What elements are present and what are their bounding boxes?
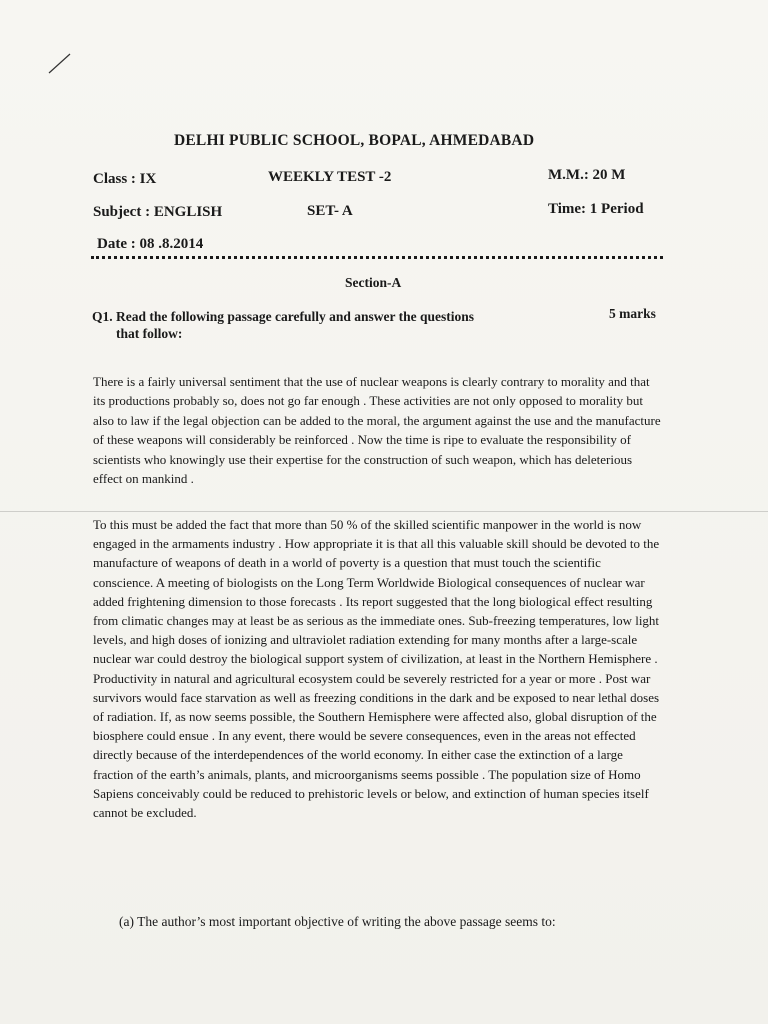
- test-name: WEEKLY TEST -2: [268, 169, 392, 185]
- class-label: Class : IX: [93, 171, 157, 187]
- scan-fold-line: [0, 511, 768, 512]
- question-1-prompt: [93, 308, 538, 342]
- subject-label: Subject : ENGLISH: [93, 204, 223, 220]
- passage-paragraph-2: To this must be added the fact that more than 50 % of the skilled scientific manpower in the world is now engaged in the armaments industry . How appropriate it is that all this valuable skill should be devoted to the manufacture of weapons of death in a world of poverty is a question that must touch the scientific conscience. A meeting of biologists on the Long Term Worldwide Biological consequences of nuclear war added frightening dimension to those forecasts . Its report suggested that the long biological effect resulting from climatic changes may at least be as serious as the immediate ones. Sub-freezing temperatures, low light levels, and high doses of ionizing and ultraviolet radiation extending for many months after a large-scale nuclear war could destroy the biological support system of civilization, at least in the Northern Hemisphere . Productivity in natural and agricultural ecosystem could be severely restricted for a year or more . Post war survivors would face starvation as well as freezing conditions in the dark and be exposed to near lethal doses of radiation. If, as now seems possible, the Southern Hemisphere were affected also, global disruption of the biosphere could ensue . In any event, there would be severe consequences, even in the areas not effected directly because of the interdependences of the world economy. In either case the extinction of a large fraction of the earth’s animals, plants, and microorganisms seems possible . The population size of Homo Sapiens conceivably could be reduced to prehistoric levels or below, and extinction of human species itself cannot be excluded.: [93, 517, 660, 821]
- question-1-prompt-line2: that follow:: [116, 326, 183, 341]
- section-title: Section-A: [345, 275, 402, 290]
- school-name: DELHI PUBLIC SCHOOL, BOPAL, AHMEDABAD: [174, 132, 535, 149]
- time-label: Time: 1 Period: [548, 201, 644, 217]
- passage-paragraph-1: There is a fairly universal sentiment that the use of nuclear weapons is clearly contrary to morality and that its productions probably so, does not go far enough . These activities are not only opposed to morality but also to law if the legal objection can be added to the moral, the argument against the use and the manufacture of these weapons will considerably be reinforced . Now the time is ripe to evaluate the responsibility of scientists who knowingly use their expertise for the construction of such weapon, which has deleterious effect on mankind .: [93, 374, 661, 487]
- question-1-marks: 5 marks: [609, 306, 656, 321]
- set-label: SET- A: [307, 203, 353, 219]
- sub-question-a: (a) The author’s most important objective of writing the above passage seems to:: [119, 914, 556, 929]
- max-marks: M.M.: 20 M: [548, 167, 626, 183]
- dotted-divider: [91, 256, 663, 259]
- pen-stroke-mark: [48, 52, 72, 74]
- question-1-prompt-line1: Q1. Read the following passage carefully and answer the questions: [92, 309, 475, 324]
- date-label: Date : 08 .8.2014: [97, 236, 204, 252]
